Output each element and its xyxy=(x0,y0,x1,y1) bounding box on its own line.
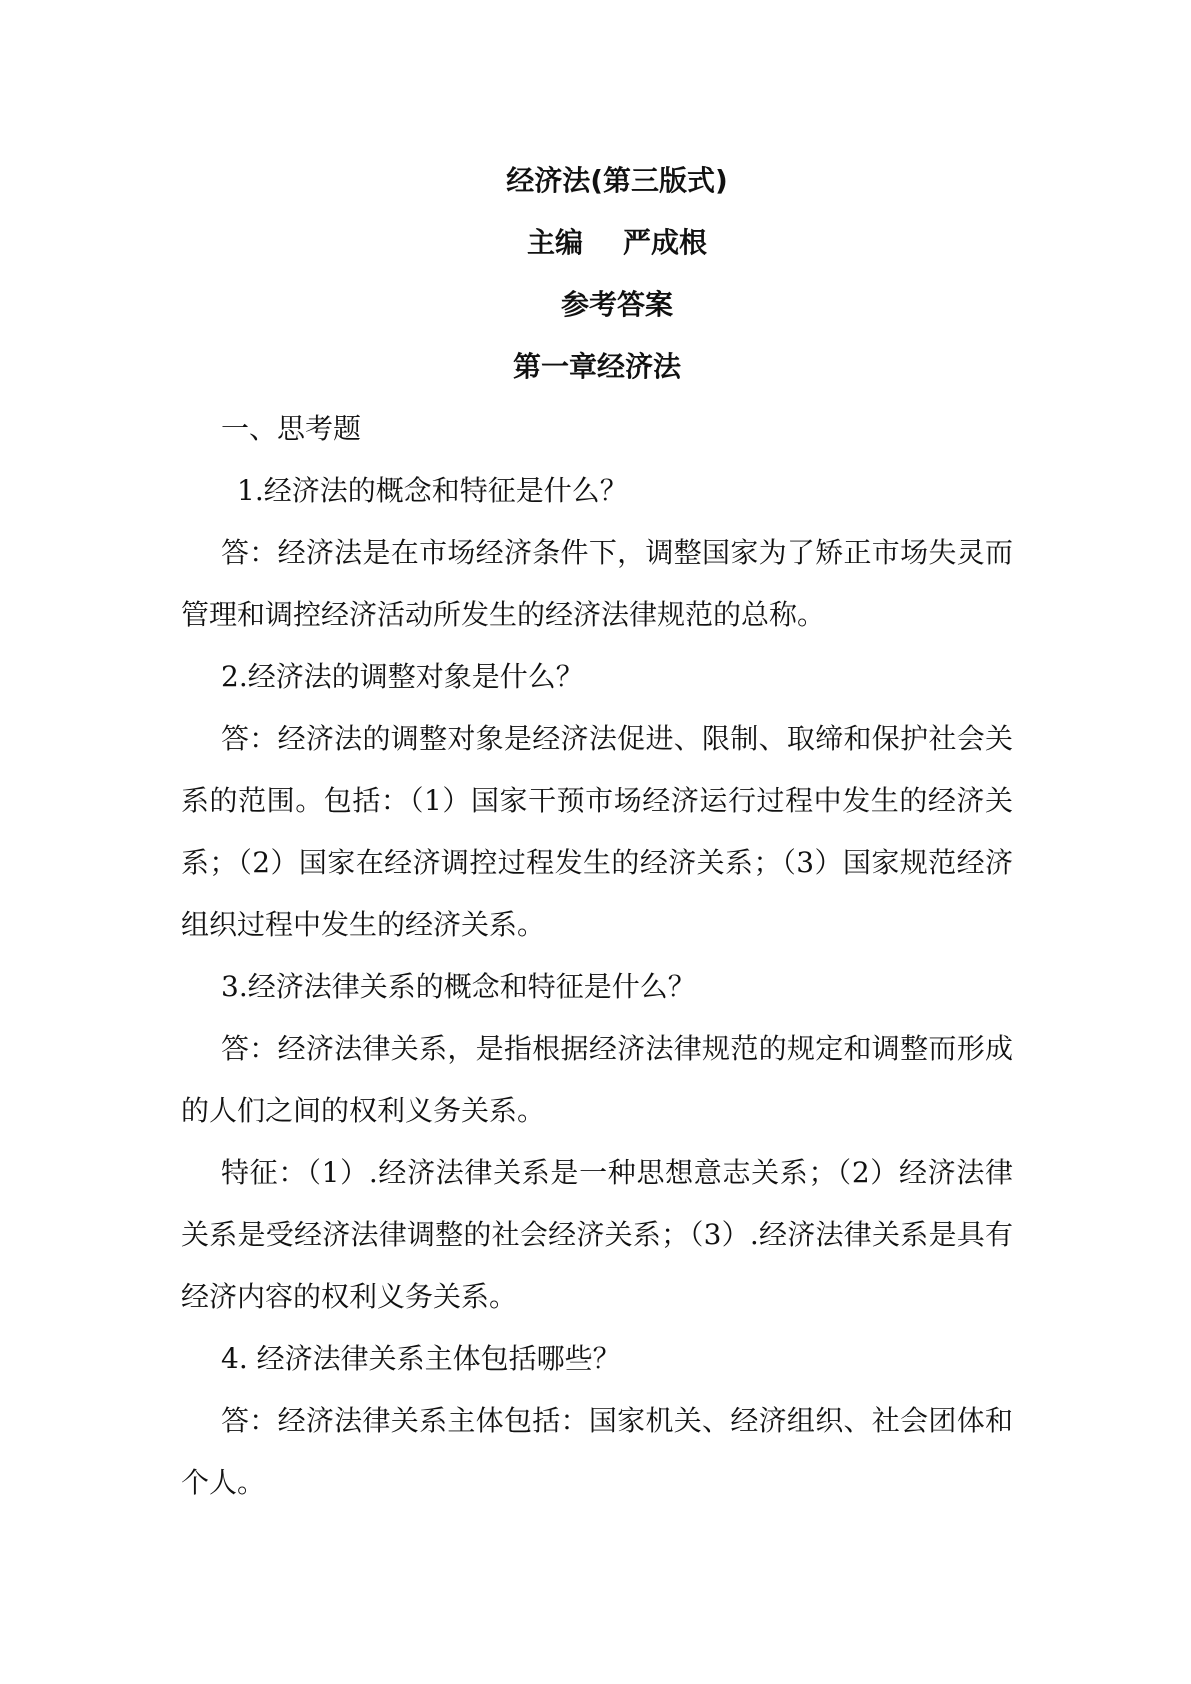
chapter-heading: 第一章经济法 xyxy=(512,350,681,383)
answer-2: 答：经济法的调整对象是经济法促进、限制、取缔和保护社会关系的范围。包括：（1）国家干预市场经济运行过程中发生的经济关系；（2）国家在经济调控过程发生的经济关系；（3）国家规范经济组织过程中发生的经济关系。 xyxy=(181,722,1013,941)
answer-3: 答：经济法律关系，是指根据经济法律规范的规定和调整而形成的人们之间的权利义务关系。 xyxy=(181,1032,1013,1127)
answer-3-features: 特征：（1）.经济法律关系是一种思想意志关系；（2）经济法律关系是受经济法律调整的社会经济关系；（3）.经济法律关系是具有经济内容的权利义务关系。 xyxy=(181,1156,1013,1313)
question-3: 3.经济法律关系的概念和特征是什么？ xyxy=(221,970,696,1003)
editor-line xyxy=(181,212,1013,274)
question-2: 2.经济法的调整对象是什么？ xyxy=(221,660,584,693)
document-title: 经济法(第三版式) xyxy=(506,164,728,197)
document-body xyxy=(181,150,1013,1514)
question-4: 4. 经济法律关系主体包括哪些？ xyxy=(221,1342,621,1375)
question-1: 1.经济法的概念和特征是什么？ xyxy=(237,474,628,507)
editor-name: 严成根 xyxy=(623,226,708,259)
editor-label: 主编 xyxy=(526,226,583,259)
section-heading: 一、思考题 xyxy=(221,412,362,445)
answer-4: 答：经济法律关系主体包括：国家机关、经济组织、社会团体和个人。 xyxy=(181,1404,1013,1499)
answer-1: 答：经济法是在市场经济条件下，调整国家为了矫正市场失灵而管理和调控经济活动所发生的经济法律规范的总称。 xyxy=(181,536,1013,631)
document-subtitle: 参考答案 xyxy=(560,288,673,321)
